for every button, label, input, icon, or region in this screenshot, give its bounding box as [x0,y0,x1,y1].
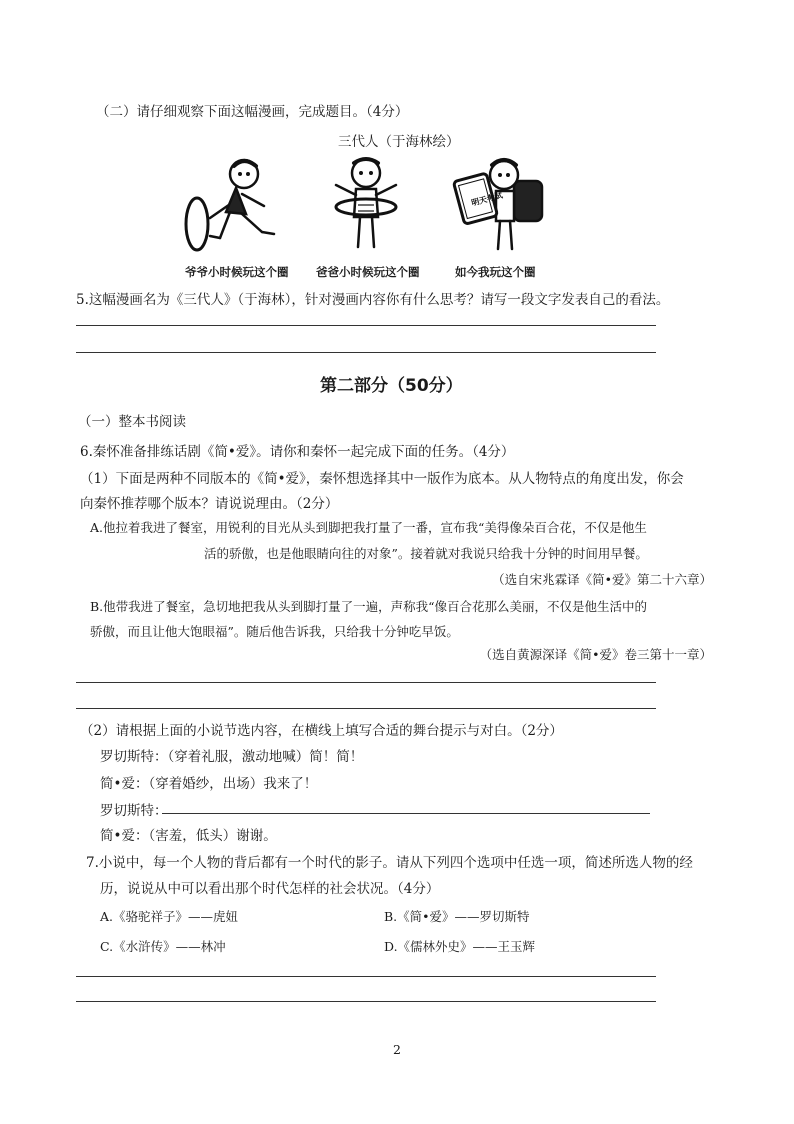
caption-dad: 爸爸小时候玩这个圈 [316,265,420,279]
comic-panel-child [452,155,552,255]
q7-option-b: B.《简•爱》——罗切斯特 [384,909,530,924]
question-6-1-line1: （1）下面是两种不同版本的《简•爱》，秦怀想选择其中一版作为底本。从人物特点的角度出发，你会 [80,471,684,487]
answer-line[interactable] [76,325,656,326]
option-b-source: （选自黄源深译《简•爱》卷三第十一章） [479,647,712,662]
subsection-title: （一）整本书阅读 [78,414,186,430]
dialogue-line: 简•爱：（穿着婚纱，出场）我来了！ [100,776,318,792]
answer-line[interactable] [76,352,656,353]
part-title: 第二部分（50分） [320,376,463,396]
answer-line[interactable] [76,1001,656,1002]
caption-child: 如今我玩这个圈 [455,265,536,279]
question-6-1-line2: 向秦怀推荐哪个版本？请说说理由。（2分） [80,496,339,512]
question-7-line2: 历，说说从中可以看出那个时代怎样的社会状况。（4分） [100,881,440,897]
question-7-line1: 7.小说中，每一个人物的背后都有一个时代的影子。请从下列四个选项中任选一项，简述所选人物的经 [86,855,693,871]
caption-grandpa: 爷爷小时候玩这个圈 [185,265,289,279]
question-6: 6.秦怀准备排练话剧《简•爱》。请你和秦怀一起完成下面的任务。（4分） [80,444,515,460]
option-a-line1: A.他拉着我进了餐室，用锐利的目光从头到脚把我打量了一番，宣布我“美得像朵百合花，不仅是他生 [90,520,647,535]
dialogue-line: 简•爱：（害羞，低头）谢谢。 [100,828,277,844]
option-b-line2: 骄傲，而且让他大饱眼福”。随后他告诉我，只给我十分钟吃早饭。 [90,624,459,639]
q7-option-c: C.《水浒传》——林冲 [100,939,226,954]
question-5: 5.这幅漫画名为《三代人》（于海林），针对漫画内容你有什么思考？请写一段文字发表自己的看法。 [76,292,670,308]
option-b-line1: B.他带我进了餐室，急切地把我从头到脚打量了一遍，声称我“像百合花那么美丽，不仅是他生活中的 [90,599,648,614]
comic-panel-dad [326,155,406,255]
answer-line[interactable] [76,708,656,709]
q7-option-a: A.《骆驼祥子》——虎妞 [100,909,239,924]
option-a-line2: 活的骄傲，也是他眼睛向往的对象”。接着就对我说只给我十分钟的时间用早餐。 [204,546,648,561]
comic-title: 三代人（于海林绘） [338,134,460,150]
q7-option-d: D.《儒林外史》——王玉辉 [384,939,536,954]
question-6-2: （2）请根据上面的小说节选内容，在横线上填写合适的舞台提示与对白。（2分） [80,723,563,739]
dialogue-fill-line[interactable] [162,813,650,814]
tablet-screen-text: 明天考试 [470,189,504,208]
option-a-source: （选自宋兆霖译《简•爱》第二十六章） [492,572,712,587]
section-prompt: （二）请仔细观察下面这幅漫画，完成题目。（4分） [96,104,409,120]
answer-line[interactable] [76,976,656,977]
page-number: 2 [393,1042,401,1057]
comic-panel-grandpa [180,152,290,257]
answer-line[interactable] [76,682,656,683]
dialogue-line: 罗切斯特： [100,803,168,819]
dialogue-line: 罗切斯特：（穿着礼服，激动地喊）简！简！ [100,749,364,765]
